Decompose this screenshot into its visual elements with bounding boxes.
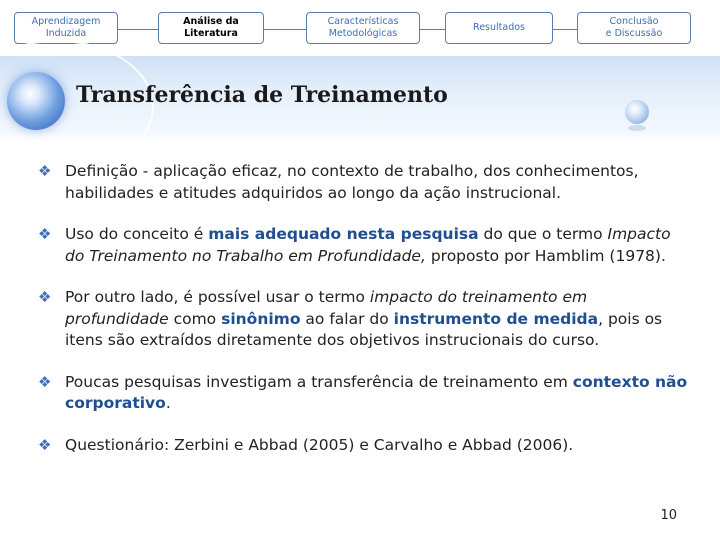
nav-item-label: Resultados bbox=[473, 22, 525, 33]
nav-item-conclusao-e-discussao[interactable] bbox=[577, 12, 691, 44]
bullet-list bbox=[38, 161, 688, 476]
bullet-text-segment: . bbox=[165, 394, 171, 412]
nav-connector bbox=[118, 29, 158, 30]
diamond-bullet-icon: ❖ bbox=[38, 435, 52, 454]
bullet-text-segment: Uso do conceito é bbox=[65, 225, 209, 243]
bullet-text-segment: contexto não corporativo bbox=[65, 372, 688, 412]
page-number: 10 bbox=[660, 508, 677, 523]
nav-item-caracteristicas-metodologicas[interactable] bbox=[306, 12, 420, 44]
bullet-text-segment: instrumento de medida bbox=[393, 309, 599, 328]
nav-item-resultados[interactable] bbox=[445, 12, 553, 44]
bullet-item bbox=[38, 287, 688, 352]
bullet-text-segment: Definição - aplicação eficaz, no contexto de trabalho, dos conhecimentos, habilidades e atitudes adquiridos ao longo da ação instrucional. bbox=[65, 162, 639, 202]
bullet-text-segment: Por outro lado, é possível usar o termo bbox=[65, 288, 370, 306]
nav-connector bbox=[553, 29, 577, 30]
nav-item-label: Conclusão e Discussão bbox=[605, 16, 663, 39]
nav-connector bbox=[420, 29, 445, 30]
bullet-item bbox=[38, 224, 688, 267]
bullet-text-segment: , pois os itens são extraídos diretamente dos objetivos instrucionais do curso. bbox=[65, 309, 663, 349]
bullet-text-segment: do que o termo bbox=[478, 225, 608, 243]
nav-item-label: Aprendizagem Induzida bbox=[31, 16, 101, 39]
nav-item-aprendizagem-induzida[interactable] bbox=[14, 12, 118, 44]
bullet-item bbox=[38, 372, 688, 415]
diamond-bullet-icon: ❖ bbox=[38, 288, 52, 306]
bullet-text-segment: proposto por Hamblim (1978). bbox=[425, 246, 666, 265]
bullet-text-segment: mais adequado nesta pesquisa bbox=[208, 225, 479, 243]
diamond-bullet-icon: ❖ bbox=[38, 162, 52, 180]
bullet-text-segment: impacto do treinamento em profundidade bbox=[65, 288, 588, 328]
orb-reflection bbox=[628, 125, 646, 131]
bullet-text-segment: sinônimo bbox=[221, 309, 301, 328]
bullet-text-segment: Poucas pesquisas investigam a transferência de treinamento em bbox=[65, 372, 573, 391]
small-orb-icon bbox=[625, 100, 649, 124]
large-orb-icon bbox=[7, 72, 65, 130]
bullet-text-segment: ao falar do bbox=[300, 309, 394, 328]
diamond-bullet-icon: ❖ bbox=[38, 372, 52, 391]
bullet-text-segment: como bbox=[168, 309, 222, 328]
bullet-item bbox=[38, 161, 688, 204]
bullet-item bbox=[38, 435, 688, 457]
nav-item-analise-da-literatura[interactable] bbox=[158, 12, 264, 44]
slide-title: Transferência de Treinamento bbox=[76, 82, 448, 108]
nav-item-label: Características Metodológicas bbox=[327, 16, 399, 39]
nav-connector bbox=[264, 29, 306, 30]
nav-item-label: Análise da Literatura bbox=[183, 16, 239, 39]
bullet-text-segment: Impacto do Treinamento no Trabalho em Profundidade, bbox=[65, 225, 671, 265]
diamond-bullet-icon: ❖ bbox=[38, 225, 52, 243]
bullet-text-segment: Questionário: Zerbini e Abbad (2005) e Carvalho e Abbad (2006). bbox=[65, 435, 574, 454]
